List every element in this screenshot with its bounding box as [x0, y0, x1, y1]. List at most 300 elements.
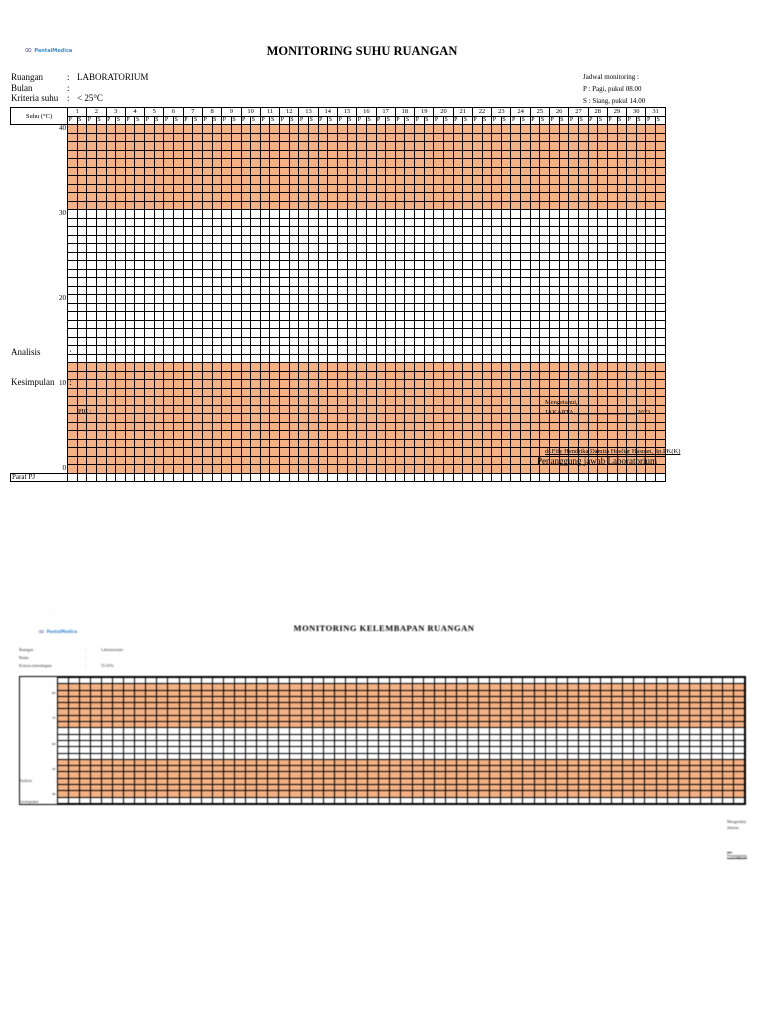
temperature-cell[interactable]: [77, 312, 87, 321]
temperature-cell[interactable]: [636, 201, 646, 210]
temperature-cell[interactable]: [96, 252, 106, 261]
temperature-cell[interactable]: [337, 312, 347, 321]
temperature-cell[interactable]: [222, 218, 232, 227]
temperature-cell[interactable]: [559, 431, 569, 440]
temperature-cell[interactable]: [116, 346, 126, 355]
temperature-cell[interactable]: [309, 456, 319, 465]
temperature-cell[interactable]: [646, 354, 656, 363]
temperature-cell[interactable]: [646, 201, 656, 210]
temperature-cell[interactable]: [174, 295, 184, 304]
temperature-cell[interactable]: [521, 422, 531, 431]
temperature-cell[interactable]: [164, 150, 174, 159]
temperature-cell[interactable]: [222, 329, 232, 338]
temperature-cell[interactable]: [463, 142, 473, 151]
temperature-cell[interactable]: [386, 439, 396, 448]
humidity-cell[interactable]: [279, 797, 290, 803]
temperature-cell[interactable]: [357, 371, 367, 380]
temperature-cell[interactable]: [357, 278, 367, 287]
temperature-cell[interactable]: [424, 465, 434, 474]
temperature-cell[interactable]: [328, 397, 338, 406]
temperature-cell[interactable]: [154, 439, 164, 448]
temperature-cell[interactable]: [87, 252, 97, 261]
temperature-cell[interactable]: [116, 184, 126, 193]
temperature-cell[interactable]: [260, 176, 270, 185]
temperature-cell[interactable]: [251, 465, 261, 474]
temperature-cell[interactable]: [559, 354, 569, 363]
temperature-cell[interactable]: [550, 159, 560, 168]
temperature-cell[interactable]: [116, 388, 126, 397]
temperature-cell[interactable]: [482, 363, 492, 372]
temperature-cell[interactable]: [68, 201, 78, 210]
temperature-cell[interactable]: [578, 269, 588, 278]
temperature-cell[interactable]: [280, 167, 290, 176]
temperature-cell[interactable]: [511, 184, 521, 193]
temperature-cell[interactable]: [636, 142, 646, 151]
temperature-cell[interactable]: [337, 405, 347, 414]
temperature-cell[interactable]: [627, 261, 637, 270]
temperature-cell[interactable]: [386, 142, 396, 151]
temperature-cell[interactable]: [395, 286, 405, 295]
temperature-cell[interactable]: [521, 388, 531, 397]
temperature-cell[interactable]: [174, 286, 184, 295]
temperature-cell[interactable]: [376, 278, 386, 287]
temperature-cell[interactable]: [222, 456, 232, 465]
temperature-cell[interactable]: [550, 184, 560, 193]
temperature-cell[interactable]: [366, 380, 376, 389]
temperature-cell[interactable]: [96, 125, 106, 134]
temperature-cell[interactable]: [501, 371, 511, 380]
temperature-cell[interactable]: [559, 312, 569, 321]
temperature-cell[interactable]: [337, 380, 347, 389]
temperature-cell[interactable]: [260, 159, 270, 168]
temperature-cell[interactable]: [598, 193, 608, 202]
temperature-cell[interactable]: [145, 414, 155, 423]
temperature-cell[interactable]: [492, 371, 502, 380]
temperature-cell[interactable]: [212, 312, 222, 321]
temperature-cell[interactable]: [405, 125, 415, 134]
temperature-cell[interactable]: [376, 431, 386, 440]
temperature-cell[interactable]: [318, 176, 328, 185]
temperature-cell[interactable]: [280, 184, 290, 193]
temperature-cell[interactable]: [617, 269, 627, 278]
temperature-cell[interactable]: [96, 303, 106, 312]
temperature-cell[interactable]: [231, 269, 241, 278]
temperature-cell[interactable]: [154, 329, 164, 338]
temperature-cell[interactable]: [617, 380, 627, 389]
temperature-cell[interactable]: [482, 388, 492, 397]
temperature-cell[interactable]: [415, 261, 425, 270]
temperature-cell[interactable]: [154, 354, 164, 363]
temperature-cell[interactable]: [559, 380, 569, 389]
temperature-cell[interactable]: [617, 312, 627, 321]
temperature-cell[interactable]: [376, 397, 386, 406]
temperature-cell[interactable]: [77, 397, 87, 406]
temperature-cell[interactable]: [328, 261, 338, 270]
paraf-cell[interactable]: [578, 473, 588, 482]
temperature-cell[interactable]: [164, 405, 174, 414]
temperature-cell[interactable]: [309, 133, 319, 142]
temperature-cell[interactable]: [145, 329, 155, 338]
temperature-cell[interactable]: [231, 329, 241, 338]
temperature-cell[interactable]: [463, 295, 473, 304]
temperature-cell[interactable]: [521, 337, 531, 346]
temperature-cell[interactable]: [145, 167, 155, 176]
humidity-cell[interactable]: [645, 797, 656, 803]
temperature-cell[interactable]: [559, 286, 569, 295]
temperature-cell[interactable]: [415, 295, 425, 304]
temperature-cell[interactable]: [530, 346, 540, 355]
temperature-cell[interactable]: [472, 176, 482, 185]
temperature-cell[interactable]: [328, 244, 338, 253]
temperature-cell[interactable]: [617, 303, 627, 312]
paraf-cell[interactable]: [472, 473, 482, 482]
temperature-cell[interactable]: [77, 439, 87, 448]
temperature-cell[interactable]: [501, 125, 511, 134]
temperature-cell[interactable]: [550, 371, 560, 380]
temperature-cell[interactable]: [472, 218, 482, 227]
temperature-cell[interactable]: [96, 397, 106, 406]
temperature-cell[interactable]: [328, 456, 338, 465]
humidity-cell[interactable]: [201, 797, 212, 803]
temperature-cell[interactable]: [68, 150, 78, 159]
temperature-cell[interactable]: [415, 439, 425, 448]
temperature-cell[interactable]: [299, 422, 309, 431]
temperature-cell[interactable]: [656, 456, 666, 465]
temperature-cell[interactable]: [646, 422, 656, 431]
temperature-cell[interactable]: [299, 269, 309, 278]
temperature-cell[interactable]: [376, 133, 386, 142]
temperature-cell[interactable]: [68, 439, 78, 448]
temperature-cell[interactable]: [231, 210, 241, 219]
temperature-cell[interactable]: [501, 201, 511, 210]
temperature-cell[interactable]: [309, 286, 319, 295]
temperature-cell[interactable]: [299, 465, 309, 474]
temperature-cell[interactable]: [578, 133, 588, 142]
temperature-cell[interactable]: [617, 235, 627, 244]
temperature-cell[interactable]: [212, 133, 222, 142]
temperature-cell[interactable]: [453, 337, 463, 346]
temperature-cell[interactable]: [280, 227, 290, 236]
temperature-cell[interactable]: [357, 142, 367, 151]
temperature-cell[interactable]: [453, 269, 463, 278]
temperature-cell[interactable]: [347, 227, 357, 236]
temperature-cell[interactable]: [598, 337, 608, 346]
temperature-cell[interactable]: [251, 363, 261, 372]
paraf-cell[interactable]: [270, 473, 280, 482]
temperature-cell[interactable]: [289, 448, 299, 457]
temperature-cell[interactable]: [405, 363, 415, 372]
temperature-cell[interactable]: [366, 346, 376, 355]
temperature-cell[interactable]: [347, 388, 357, 397]
temperature-cell[interactable]: [627, 329, 637, 338]
temperature-cell[interactable]: [318, 312, 328, 321]
temperature-cell[interactable]: [328, 320, 338, 329]
temperature-cell[interactable]: [106, 414, 116, 423]
temperature-cell[interactable]: [116, 337, 126, 346]
temperature-cell[interactable]: [434, 295, 444, 304]
temperature-cell[interactable]: [164, 414, 174, 423]
temperature-cell[interactable]: [135, 431, 145, 440]
temperature-cell[interactable]: [212, 346, 222, 355]
temperature-cell[interactable]: [434, 252, 444, 261]
temperature-cell[interactable]: [636, 218, 646, 227]
temperature-cell[interactable]: [530, 167, 540, 176]
humidity-cell[interactable]: [723, 797, 734, 803]
temperature-cell[interactable]: [222, 244, 232, 253]
temperature-cell[interactable]: [569, 261, 579, 270]
temperature-cell[interactable]: [521, 150, 531, 159]
temperature-cell[interactable]: [241, 431, 251, 440]
temperature-cell[interactable]: [482, 371, 492, 380]
temperature-cell[interactable]: [309, 142, 319, 151]
temperature-cell[interactable]: [87, 261, 97, 270]
temperature-cell[interactable]: [463, 252, 473, 261]
temperature-cell[interactable]: [125, 295, 135, 304]
temperature-cell[interactable]: [193, 150, 203, 159]
humidity-cell[interactable]: [501, 797, 512, 803]
temperature-cell[interactable]: [289, 278, 299, 287]
temperature-cell[interactable]: [530, 397, 540, 406]
temperature-cell[interactable]: [434, 227, 444, 236]
temperature-cell[interactable]: [125, 125, 135, 134]
temperature-cell[interactable]: [492, 176, 502, 185]
temperature-cell[interactable]: [241, 210, 251, 219]
temperature-cell[interactable]: [376, 320, 386, 329]
temperature-cell[interactable]: [627, 210, 637, 219]
humidity-cell[interactable]: [290, 797, 301, 803]
temperature-cell[interactable]: [463, 431, 473, 440]
temperature-cell[interactable]: [636, 312, 646, 321]
temperature-cell[interactable]: [328, 329, 338, 338]
temperature-cell[interactable]: [125, 422, 135, 431]
temperature-cell[interactable]: [424, 286, 434, 295]
temperature-cell[interactable]: [260, 184, 270, 193]
temperature-cell[interactable]: [299, 142, 309, 151]
temperature-cell[interactable]: [96, 218, 106, 227]
humidity-cell[interactable]: [601, 797, 612, 803]
temperature-cell[interactable]: [405, 201, 415, 210]
temperature-cell[interactable]: [222, 150, 232, 159]
temperature-cell[interactable]: [309, 329, 319, 338]
temperature-cell[interactable]: [646, 337, 656, 346]
temperature-cell[interactable]: [174, 439, 184, 448]
temperature-cell[interactable]: [415, 210, 425, 219]
temperature-cell[interactable]: [251, 286, 261, 295]
temperature-cell[interactable]: [328, 176, 338, 185]
temperature-cell[interactable]: [521, 320, 531, 329]
temperature-cell[interactable]: [77, 193, 87, 202]
temperature-cell[interactable]: [68, 397, 78, 406]
temperature-cell[interactable]: [501, 405, 511, 414]
temperature-cell[interactable]: [202, 346, 212, 355]
temperature-cell[interactable]: [636, 286, 646, 295]
temperature-cell[interactable]: [231, 252, 241, 261]
temperature-cell[interactable]: [376, 337, 386, 346]
temperature-cell[interactable]: [145, 261, 155, 270]
temperature-cell[interactable]: [164, 125, 174, 134]
temperature-cell[interactable]: [202, 337, 212, 346]
temperature-cell[interactable]: [270, 210, 280, 219]
temperature-cell[interactable]: [231, 167, 241, 176]
temperature-cell[interactable]: [174, 431, 184, 440]
temperature-cell[interactable]: [443, 210, 453, 219]
temperature-cell[interactable]: [328, 210, 338, 219]
temperature-cell[interactable]: [453, 380, 463, 389]
temperature-cell[interactable]: [241, 150, 251, 159]
temperature-cell[interactable]: [415, 312, 425, 321]
temperature-cell[interactable]: [347, 320, 357, 329]
temperature-cell[interactable]: [231, 227, 241, 236]
temperature-cell[interactable]: [415, 201, 425, 210]
temperature-cell[interactable]: [492, 465, 502, 474]
temperature-cell[interactable]: [222, 354, 232, 363]
temperature-cell[interactable]: [125, 176, 135, 185]
temperature-cell[interactable]: [511, 261, 521, 270]
temperature-cell[interactable]: [598, 252, 608, 261]
temperature-cell[interactable]: [241, 286, 251, 295]
temperature-cell[interactable]: [164, 371, 174, 380]
temperature-cell[interactable]: [376, 269, 386, 278]
temperature-cell[interactable]: [183, 133, 193, 142]
temperature-cell[interactable]: [617, 227, 627, 236]
paraf-cell[interactable]: [617, 473, 627, 482]
paraf-cell[interactable]: [68, 473, 78, 482]
temperature-cell[interactable]: [366, 269, 376, 278]
temperature-cell[interactable]: [96, 133, 106, 142]
temperature-cell[interactable]: [212, 278, 222, 287]
temperature-cell[interactable]: [337, 142, 347, 151]
temperature-cell[interactable]: [376, 201, 386, 210]
temperature-cell[interactable]: [68, 210, 78, 219]
temperature-cell[interactable]: [598, 431, 608, 440]
temperature-cell[interactable]: [530, 363, 540, 372]
temperature-cell[interactable]: [318, 303, 328, 312]
temperature-cell[interactable]: [627, 125, 637, 134]
temperature-cell[interactable]: [588, 159, 598, 168]
temperature-cell[interactable]: [309, 125, 319, 134]
temperature-cell[interactable]: [125, 414, 135, 423]
temperature-cell[interactable]: [617, 431, 627, 440]
temperature-cell[interactable]: [106, 405, 116, 414]
temperature-cell[interactable]: [260, 235, 270, 244]
temperature-cell[interactable]: [347, 244, 357, 253]
temperature-cell[interactable]: [617, 346, 627, 355]
temperature-cell[interactable]: [193, 201, 203, 210]
temperature-cell[interactable]: [164, 218, 174, 227]
temperature-cell[interactable]: [241, 456, 251, 465]
temperature-cell[interactable]: [511, 167, 521, 176]
temperature-cell[interactable]: [202, 388, 212, 397]
humidity-cell[interactable]: [334, 797, 345, 803]
temperature-cell[interactable]: [280, 125, 290, 134]
temperature-cell[interactable]: [636, 346, 646, 355]
temperature-cell[interactable]: [463, 465, 473, 474]
temperature-cell[interactable]: [443, 261, 453, 270]
temperature-cell[interactable]: [68, 252, 78, 261]
humidity-cell[interactable]: [390, 797, 401, 803]
temperature-cell[interactable]: [212, 380, 222, 389]
temperature-cell[interactable]: [424, 142, 434, 151]
temperature-cell[interactable]: [598, 244, 608, 253]
paraf-cell[interactable]: [145, 473, 155, 482]
temperature-cell[interactable]: [174, 167, 184, 176]
temperature-cell[interactable]: [607, 167, 617, 176]
temperature-cell[interactable]: [424, 235, 434, 244]
temperature-cell[interactable]: [174, 312, 184, 321]
temperature-cell[interactable]: [183, 414, 193, 423]
temperature-cell[interactable]: [145, 388, 155, 397]
temperature-cell[interactable]: [424, 329, 434, 338]
temperature-cell[interactable]: [453, 201, 463, 210]
temperature-cell[interactable]: [260, 397, 270, 406]
temperature-cell[interactable]: [656, 363, 666, 372]
temperature-cell[interactable]: [337, 414, 347, 423]
temperature-cell[interactable]: [145, 252, 155, 261]
temperature-cell[interactable]: [241, 320, 251, 329]
temperature-cell[interactable]: [434, 210, 444, 219]
temperature-cell[interactable]: [193, 210, 203, 219]
temperature-cell[interactable]: [656, 278, 666, 287]
temperature-cell[interactable]: [87, 201, 97, 210]
humidity-cell[interactable]: [301, 797, 312, 803]
temperature-cell[interactable]: [395, 397, 405, 406]
temperature-cell[interactable]: [193, 235, 203, 244]
temperature-cell[interactable]: [569, 371, 579, 380]
temperature-cell[interactable]: [607, 269, 617, 278]
temperature-cell[interactable]: [463, 448, 473, 457]
temperature-cell[interactable]: [202, 159, 212, 168]
temperature-cell[interactable]: [260, 269, 270, 278]
temperature-cell[interactable]: [511, 448, 521, 457]
temperature-cell[interactable]: [386, 397, 396, 406]
temperature-cell[interactable]: [77, 269, 87, 278]
temperature-cell[interactable]: [337, 235, 347, 244]
temperature-cell[interactable]: [337, 397, 347, 406]
temperature-cell[interactable]: [270, 193, 280, 202]
temperature-cell[interactable]: [309, 312, 319, 321]
temperature-cell[interactable]: [395, 261, 405, 270]
temperature-cell[interactable]: [96, 354, 106, 363]
temperature-cell[interactable]: [376, 142, 386, 151]
temperature-cell[interactable]: [550, 227, 560, 236]
temperature-cell[interactable]: [472, 431, 482, 440]
temperature-cell[interactable]: [77, 201, 87, 210]
temperature-cell[interactable]: [68, 133, 78, 142]
temperature-cell[interactable]: [569, 159, 579, 168]
temperature-cell[interactable]: [395, 269, 405, 278]
temperature-cell[interactable]: [347, 142, 357, 151]
temperature-cell[interactable]: [607, 320, 617, 329]
temperature-cell[interactable]: [212, 218, 222, 227]
temperature-cell[interactable]: [347, 346, 357, 355]
temperature-cell[interactable]: [617, 286, 627, 295]
temperature-cell[interactable]: [309, 405, 319, 414]
temperature-cell[interactable]: [77, 320, 87, 329]
temperature-cell[interactable]: [212, 431, 222, 440]
temperature-cell[interactable]: [193, 320, 203, 329]
temperature-cell[interactable]: [521, 235, 531, 244]
temperature-cell[interactable]: [617, 363, 627, 372]
temperature-cell[interactable]: [386, 380, 396, 389]
temperature-cell[interactable]: [87, 422, 97, 431]
paraf-cell[interactable]: [646, 473, 656, 482]
temperature-cell[interactable]: [424, 269, 434, 278]
temperature-cell[interactable]: [511, 320, 521, 329]
temperature-cell[interactable]: [270, 125, 280, 134]
temperature-cell[interactable]: [376, 244, 386, 253]
paraf-cell[interactable]: [482, 473, 492, 482]
temperature-cell[interactable]: [530, 431, 540, 440]
